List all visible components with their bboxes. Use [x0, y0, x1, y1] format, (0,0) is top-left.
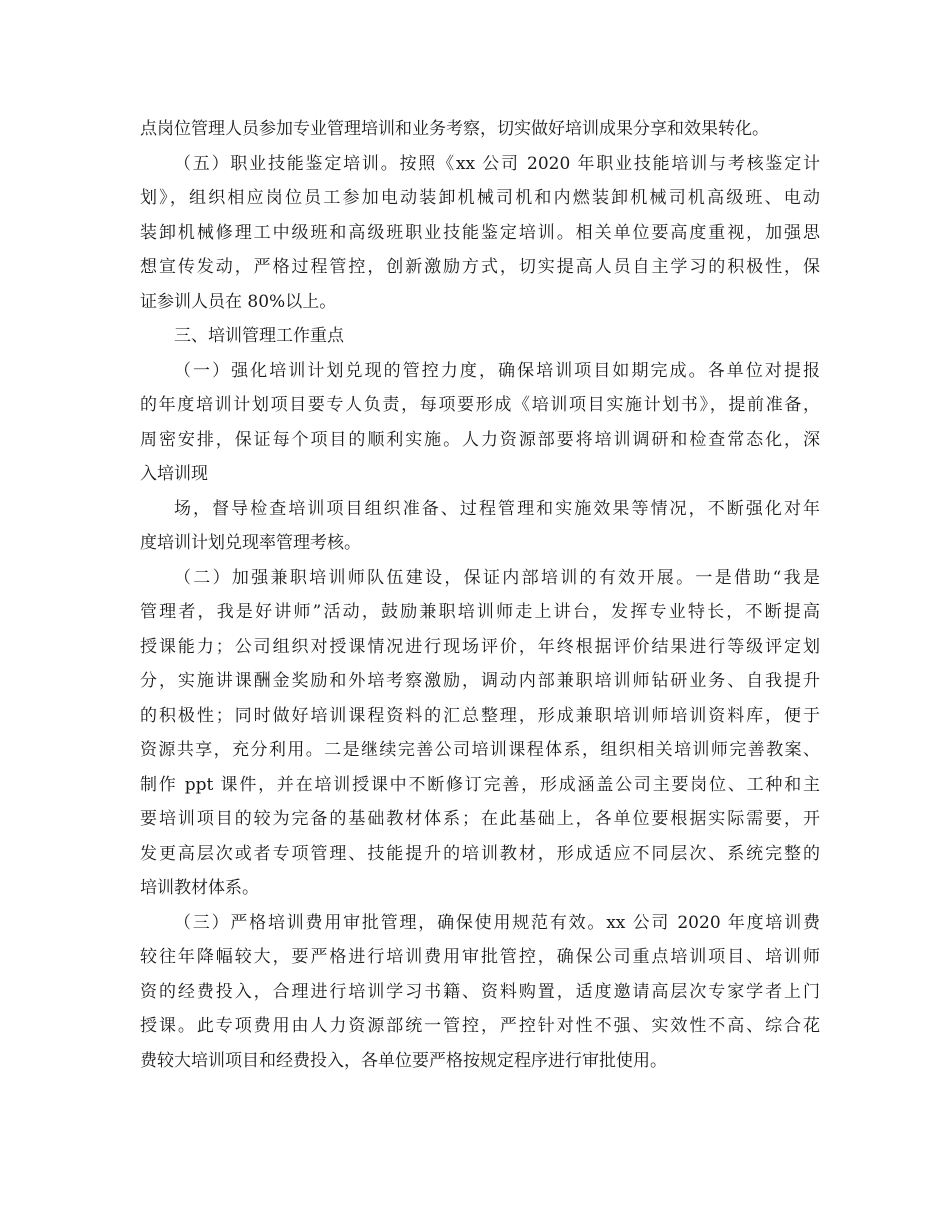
paragraph-line: （二）加强兼职培训师队伍建设，保证内部培训的有效开展。一是借助“我是 [174, 567, 820, 588]
paragraph-line: （三）严格培训费用审批管理，确保使用规范有效。xx 公司 2020 年度培训费 [174, 912, 820, 933]
paragraph-line: 点岗位管理人员参加专业管理培训和业务考察，切实做好培训成果分享和效果转化。 [140, 119, 769, 139]
paragraph-line: 费较大培训项目和经费投入，各单位要严格按规定程序进行审批使用。 [140, 1050, 667, 1071]
paragraph-line: 发更高层次或者专项管理、技能提升的培训教材，形成适应不同层次、系统完整的 [140, 843, 820, 864]
paragraph-line: 的年度培训计划项目要专人负责，每项要形成《培训项目实施计划书》，提前准备， [140, 395, 820, 415]
paragraph-line: （五）职业技能鉴定培训。按照《xx 公司 2020 年职业技能培训与考核鉴定计 [174, 153, 820, 174]
paragraph-line: 证参训人员在 80%以上。 [140, 291, 337, 312]
paragraph-line: 要培训项目的较为完备的基础教材体系；在此基础上，各单位要根据实际需要，开 [140, 809, 820, 829]
paragraph-line: 装卸机械修理工中级班和高级班职业技能鉴定培训。相关单位要高度重视，加强思 [140, 222, 820, 243]
paragraph-line: 入培训现 [140, 464, 208, 484]
paragraph-line: 分，实施讲课酬金奖励和外培考察激励，调动内部兼职培训师钻研业务、自我提升 [140, 671, 820, 691]
paragraph-line: 划》，组织相应岗位员工参加电动装卸机械司机和内燃装卸机械司机高级班、电动 [140, 188, 820, 208]
paragraph-line: 的积极性；同时做好培训课程资料的汇总整理，形成兼职培训师培训资料库，便于 [140, 705, 820, 726]
paragraph-line: 周密安排，保证每个项目的顺利实施。人力资源部要将培训调研和检查常态化，深 [140, 429, 820, 450]
paragraph-line: 授课。此专项费用由人力资源部统一管控，严控针对性不强、实效性不高、综合花 [140, 1016, 820, 1036]
paragraph-line: 制作 ppt 课件，并在培训授课中不断修订完善，形成涵盖公司主要岗位、工种和主 [140, 774, 820, 795]
paragraph-line: 三、培训管理工作重点 [174, 326, 344, 346]
paragraph-line: 授课能力；公司组织对授课情况进行现场评价，年终根据评价结果进行等级评定划 [140, 636, 820, 657]
document-body [140, 112, 820, 1078]
paragraph-line: 管理者，我是好讲师”活动，鼓励兼职培训师走上讲台，发挥专业特长，不断提高 [140, 602, 820, 622]
paragraph-line: 资源共享，充分利用。二是继续完善公司培训课程体系，组织相关培训师完善教案、 [140, 740, 820, 760]
paragraph-line: 场，督导检查培训项目组织准备、过程管理和实施效果等情况，不断强化对年 [174, 498, 820, 519]
paragraph-line: 度培训计划兑现率管理考核。 [140, 533, 361, 553]
paragraph-line: 较往年降幅较大，要严格进行培训费用审批管控，确保公司重点培训项目、培训师 [140, 947, 820, 967]
paragraph-line: 资的经费投入，合理进行培训学习书籍、资料购置，适度邀请高层次专家学者上门 [140, 981, 820, 1002]
paragraph-line: 想宣传发动，严格过程管控，创新激励方式，切实提高人员自主学习的积极性，保 [140, 257, 820, 277]
paragraph-line: 培训教材体系。 [140, 878, 259, 898]
paragraph-line: （一）强化培训计划兑现的管控力度，确保培训项目如期完成。各单位对提报 [174, 360, 820, 381]
